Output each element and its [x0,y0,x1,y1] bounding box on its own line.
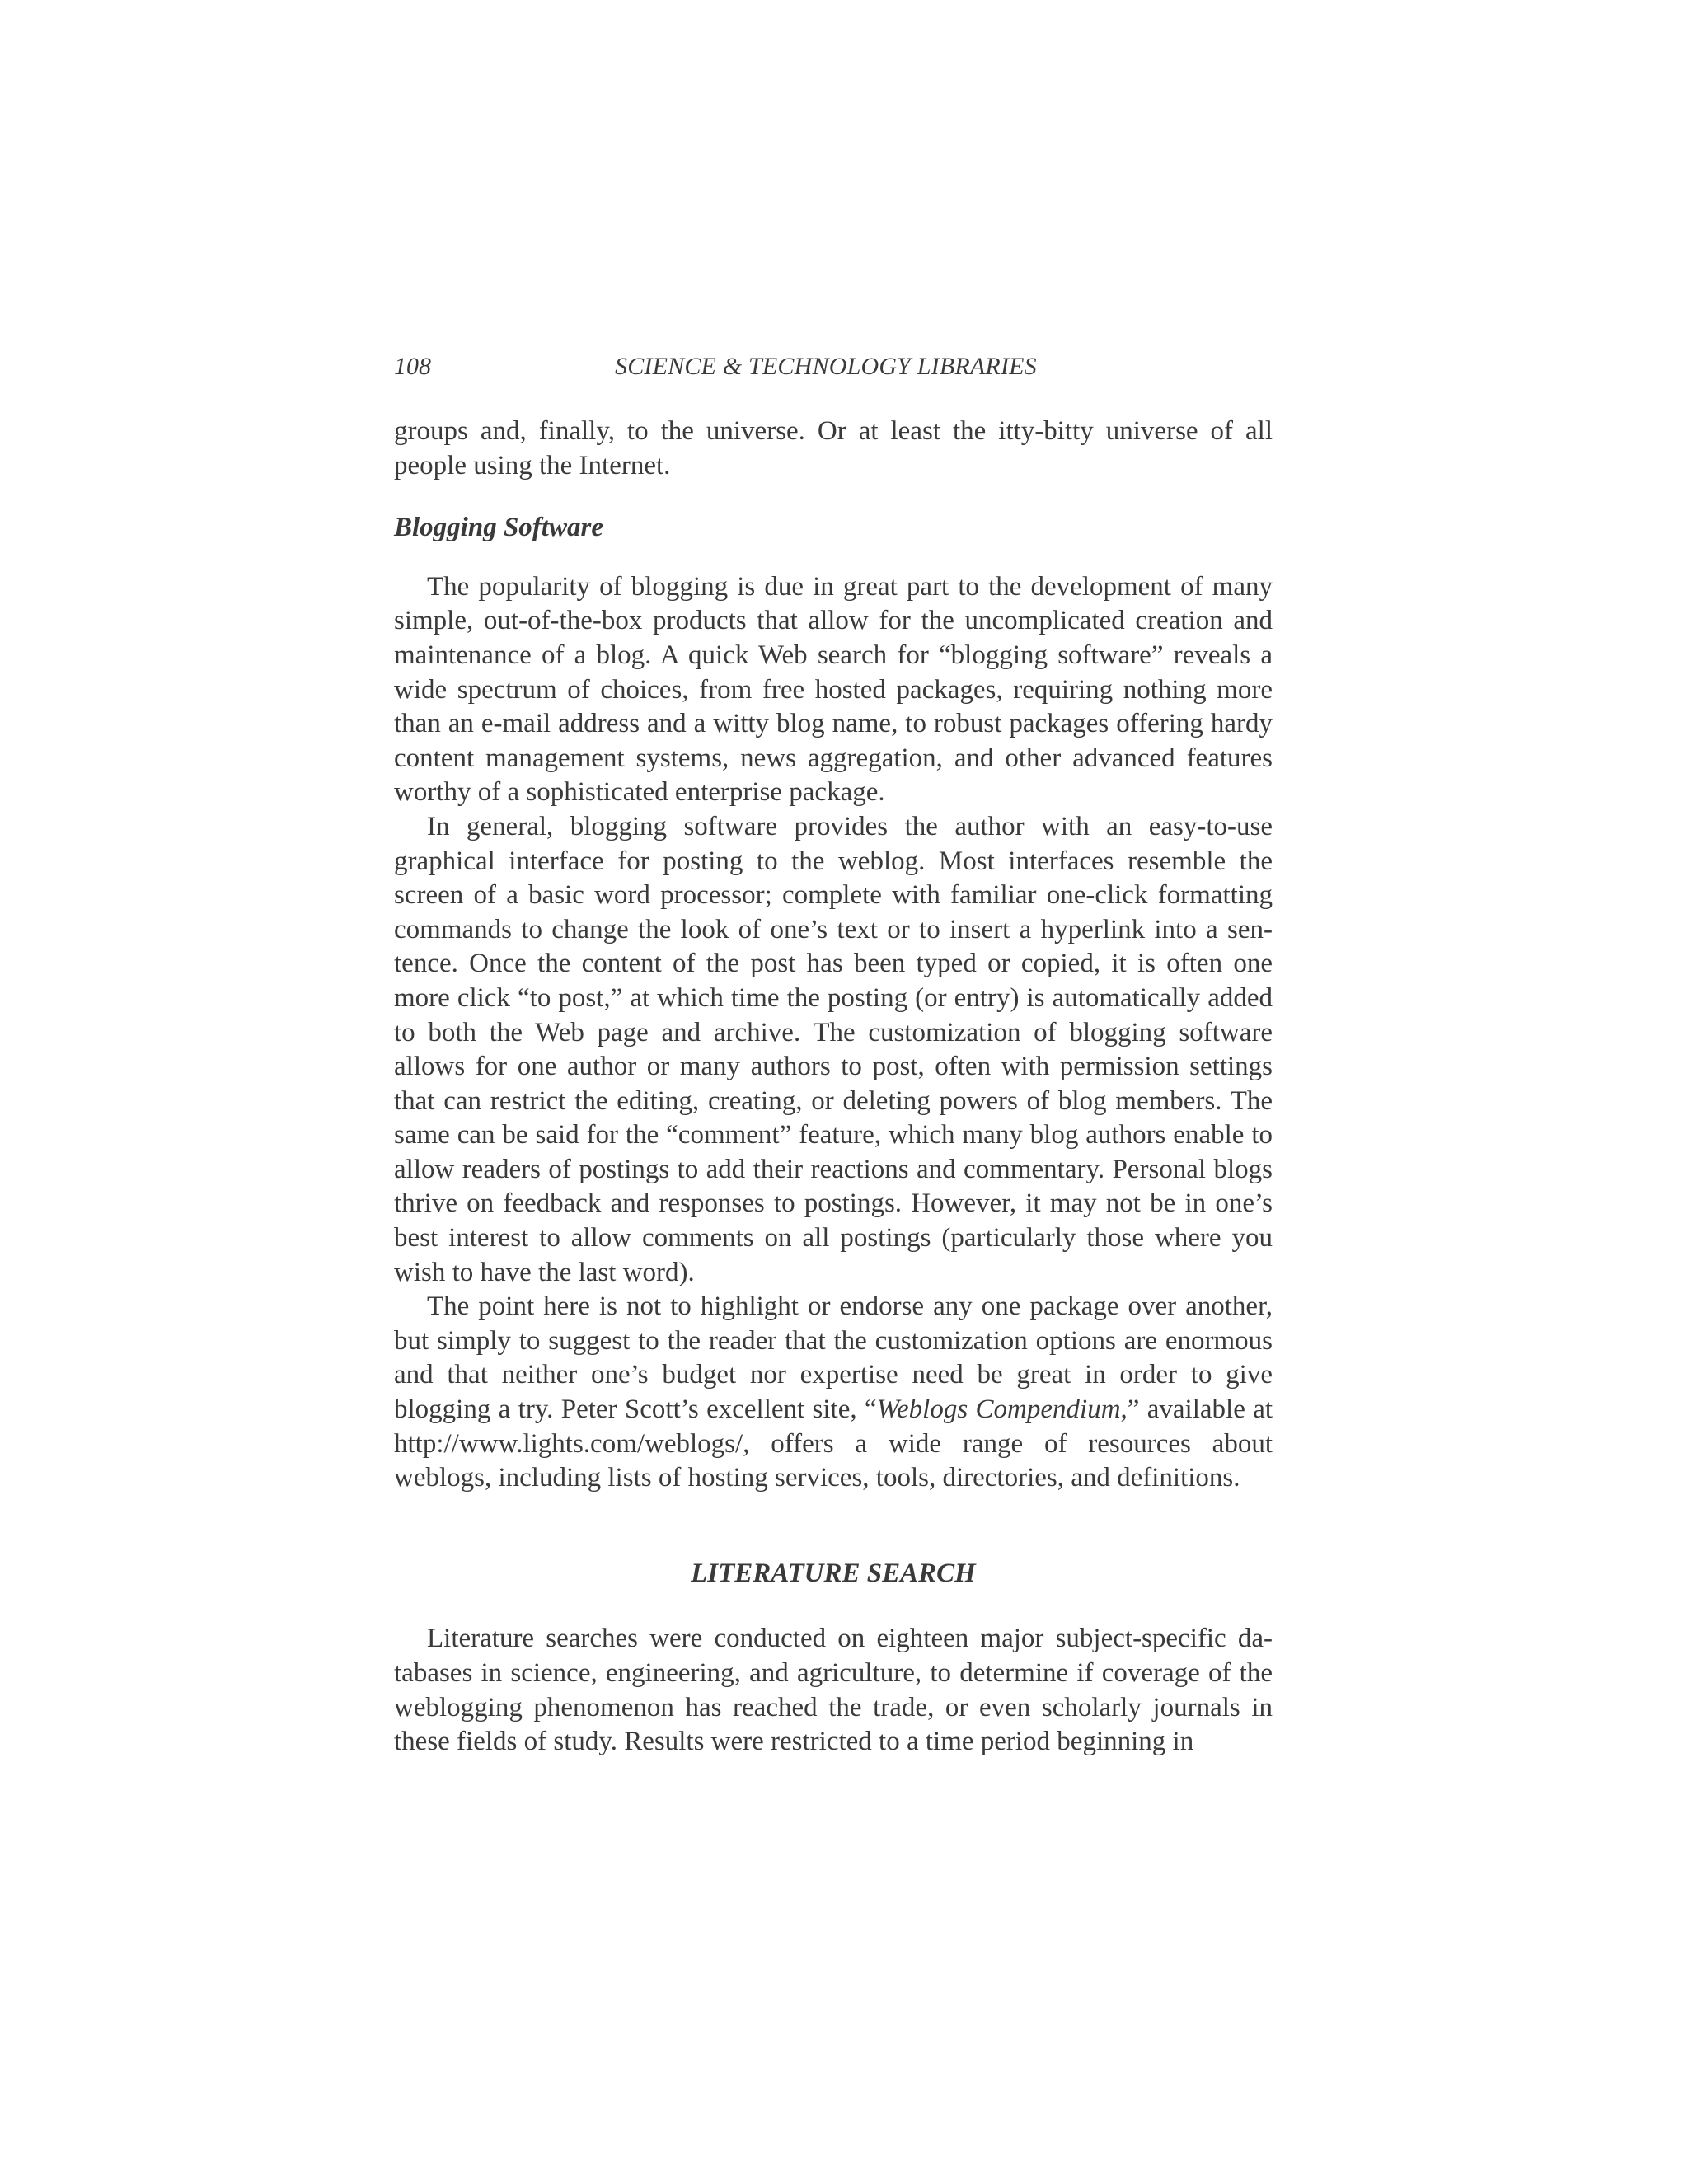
body-text [394,415,1273,1760]
document-page [394,350,1273,1760]
site-title: Weblogs Compendium [876,1394,1121,1425]
page-number: 108 [394,353,431,380]
paragraph-text: The point here is not to highlight or endorse any one package over another, but simply to suggest to the reader that the customization options are enormous and that neither one’s budget nor expertise need be great in order to give blogging a try. Peter Scott’s excellent site, “ [394,1291,1273,1425]
subheading-blogging-software: Blogging Software [394,513,603,543]
journal-title: SCIENCE & TECHNOLOGY LIBRARIES [615,353,1037,380]
paragraph-text: ,” available at http://www.lights.com/weblogs/, offers a wide range of resources about weblogs, including lists of hosting services, tools, directories, and definitions. [394,1394,1273,1493]
paragraph [394,1290,1273,1496]
running-header [394,350,1273,383]
carryover-paragraph: groups and, finally, to the universe. Or at least the itty-bitty universe of all people using the Internet. [394,416,1273,480]
paragraph: The popularity of blogging is due in great part to the development of many simple, out-of-the-box products that allow for the uncomplicated creation and maintenance of a blog. A quick Web search for “blogging software” reveals a wide spectrum of choices, from free hosted packages, requiring nothing more than an e-mail address and a witty blog name, to robust packages offering hardy content management systems, news aggregation, and other advanced features worthy of a sophisticated enterprise package. [394,571,1273,808]
section-heading-literature-search: LITERATURE SEARCH [691,1558,976,1588]
paragraph: In general, blogging software provides the author with an easy-to-use graphical interface for posting to the weblog. Most interfaces resemble the screen of a basic word processor; complete with familiar one-click formatting commands to change the look of one’s text or to insert a hyperlink into a sentence. Once the content of the post has been typed or copied, it is often one more click “to post,” at which time the posting (or entry) is automatically added to both the Web page and archive. The customization of blogging software allows for one author or many authors to post, often with permission settings that can restrict the editing, creating, or deleting powers of blog members. The same can be said for the “comment” feature, which many blog authors enable to allow readers of postings to add their reactions and commentary. Personal blogs thrive on feedback and responses to postings. However, it may not be in one’s best interest to allow comments on all postings (particularly those where you wish to have the last word). [394,811,1273,1287]
paragraph: Literature searches were conducted on eighteen major subject-specific databases in science, engineering, and agriculture, to determine if coverage of the weblogging phenomenon has reached the trade, or even scholarly journals in these fields of study. Results were restricted to a time period beginning in [394,1624,1273,1757]
